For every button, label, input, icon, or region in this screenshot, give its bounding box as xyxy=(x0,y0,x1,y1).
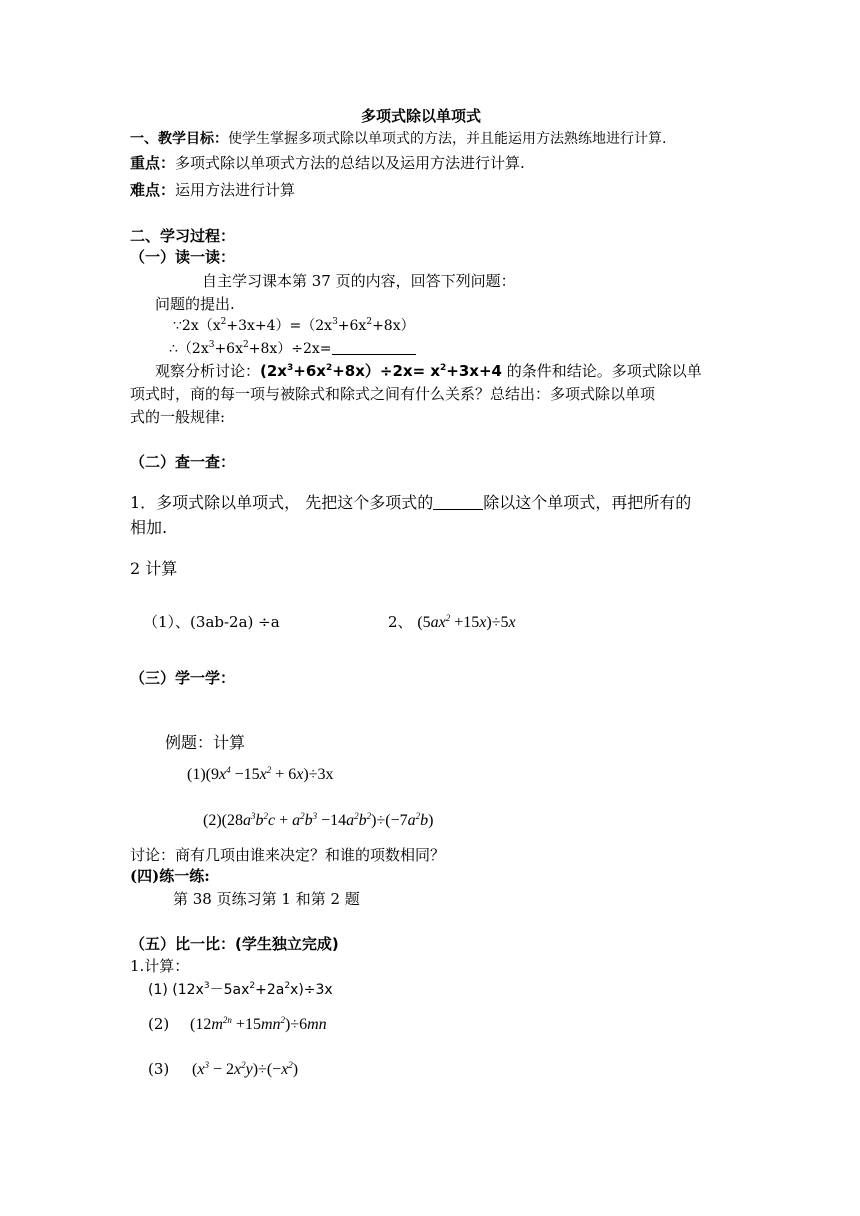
answer-blank[interactable] xyxy=(332,340,416,355)
discuss-part: +3x+4 xyxy=(446,362,502,380)
exercise-3-label: (3) xyxy=(148,1060,170,1078)
math-part: a xyxy=(292,812,301,829)
discuss-part: (2x xyxy=(260,362,287,380)
key-point-label: 重点： xyxy=(130,154,176,172)
math-part: b xyxy=(304,812,313,829)
exercise-3 xyxy=(148,1059,298,1080)
discussion-line-3: 式的一般规律: xyxy=(130,408,226,426)
exp: 3 xyxy=(250,811,256,821)
math-part: +2a xyxy=(255,982,285,998)
math-part: −14 xyxy=(317,812,347,829)
math-part: (5 xyxy=(417,614,431,631)
math-part: (1) (12x xyxy=(148,982,204,998)
eq1-part: ∵2x（x xyxy=(173,318,221,334)
process-heading: 二、学习过程： xyxy=(130,227,236,245)
math-part: a xyxy=(242,812,251,829)
math-part: + xyxy=(275,812,293,829)
math-part: )÷3x xyxy=(303,766,334,783)
discuss-part: +6x xyxy=(293,362,326,380)
question-1-end: 相加. xyxy=(130,518,168,537)
exp: 3 xyxy=(203,981,210,991)
question-1-part: 1．多项式除以单项式， 先把这个多项式的 xyxy=(130,493,434,512)
calc-item-1: （1）、(3ab-2a) ÷a xyxy=(143,613,280,631)
question-1-part: 除以这个单项式，再把所有的 xyxy=(483,493,692,512)
section-2-heading: （二）查一查： xyxy=(130,453,236,471)
question-1-blank[interactable] xyxy=(433,495,483,510)
calc-label: 1.计算： xyxy=(130,957,190,975)
math-part: −15 xyxy=(230,766,260,783)
math-part: (2)(28 xyxy=(203,812,243,829)
eq1-part: +8x） xyxy=(372,318,415,334)
calc-item-2-label: 2、 xyxy=(388,613,413,631)
exercise-2 xyxy=(148,1014,327,1035)
exp: 2 xyxy=(445,613,451,623)
section-5-heading: （五）比一比：(学生独立完成) xyxy=(130,935,339,953)
math-part: + 6 xyxy=(271,766,297,783)
exp: 3 xyxy=(204,1060,209,1070)
math-part: x xyxy=(296,766,304,783)
discussion-line-1 xyxy=(155,361,702,381)
math-part: − 2 xyxy=(208,1061,234,1078)
exp: 2 xyxy=(266,765,272,775)
exp: 3 xyxy=(312,811,318,821)
math-part: mn xyxy=(260,1016,281,1033)
math-part: (12 xyxy=(190,1016,212,1033)
math-part: c xyxy=(267,812,276,829)
math-part: x)÷3x xyxy=(290,982,333,998)
teaching-goal-label: 一、教学目标： xyxy=(130,131,228,147)
exp: 2 xyxy=(249,981,256,991)
section-3-heading: （三）学一学： xyxy=(130,669,236,687)
exp: 3 xyxy=(286,363,294,373)
eq2-part: ∴（2x xyxy=(169,341,209,357)
exp: 2 xyxy=(415,811,421,821)
example-label: 例题：计算 xyxy=(165,733,246,752)
section-1-instruction: 自主学习课本第 37 页的内容，回答下列问题： xyxy=(202,272,516,290)
math-part: y xyxy=(245,1061,253,1078)
calc-item-2 xyxy=(388,612,516,633)
exercise-2-expr xyxy=(190,1016,327,1033)
math-part: )÷(−7 xyxy=(371,812,408,829)
exp: 2 xyxy=(288,1060,293,1070)
exp: 2 xyxy=(440,363,447,373)
teaching-goal-text: 使学生掌握多项式除以单项式的方法，并且能运用方法熟练地进行计算. xyxy=(228,131,667,147)
math-part: m xyxy=(211,1016,223,1033)
discussion-question: 讨论：商有几项由谁来决定？和谁的项数相同？ xyxy=(130,846,446,864)
exp: 2 xyxy=(366,811,372,821)
math-part: x xyxy=(479,614,487,631)
exp: 2 xyxy=(366,317,373,327)
math-part: )÷5 xyxy=(486,614,509,631)
math-part: b xyxy=(255,812,264,829)
exercise-3-expr xyxy=(192,1061,298,1078)
exp: 2 xyxy=(300,811,305,821)
math-part: +15 xyxy=(231,1016,261,1033)
math-part: ) xyxy=(292,1061,299,1078)
eq1-part: +6x xyxy=(337,318,367,334)
exp: 2 xyxy=(263,811,268,821)
discuss-label: 观察分析讨论： xyxy=(155,362,261,380)
exp: 3 xyxy=(332,317,338,327)
exp: 2n xyxy=(222,1015,232,1025)
eq2-part: +8x）÷2x= xyxy=(248,341,332,357)
math-part: ) xyxy=(428,812,434,829)
equation-2 xyxy=(169,339,416,359)
math-part: x xyxy=(197,1061,205,1078)
math-part: )÷(− xyxy=(252,1061,282,1078)
math-part: ( xyxy=(192,1061,198,1078)
exp: 2 xyxy=(354,811,359,821)
exp: 2 xyxy=(280,1015,286,1025)
exp: 2 xyxy=(220,317,227,327)
example-1 xyxy=(187,765,333,785)
eq2-part: +6x xyxy=(214,341,243,357)
eq1-part: +3x+4）=（2x xyxy=(226,318,333,334)
math-part: b xyxy=(420,812,429,829)
key-point xyxy=(130,153,525,173)
calc-item-2-expr xyxy=(417,614,515,631)
section-4-text: 第 38 页练习第 1 和第 2 题 xyxy=(173,890,360,908)
difficulty xyxy=(130,180,295,200)
key-point-text: 多项式除以单项式方法的总结以及运用方法进行计算. xyxy=(175,154,525,172)
math-part: x xyxy=(508,614,516,631)
teaching-goal xyxy=(130,129,666,149)
section-4-heading: (四)练一练: xyxy=(130,867,210,885)
question-2: 2 计算 xyxy=(130,559,178,578)
math-part: －5ax xyxy=(209,982,250,998)
math-part: (1)(9 xyxy=(187,766,219,783)
math-part: a xyxy=(346,812,355,829)
exp: 2 xyxy=(243,340,249,350)
math-part: x xyxy=(259,766,267,783)
math-part: )÷6 xyxy=(285,1016,308,1033)
exp: 3 xyxy=(208,340,215,350)
discussion-line-2: 项式时，商的每一项与被除式和除式之间有什么关系？总结出：多项式除以单项 xyxy=(130,385,656,403)
math-part: +15 xyxy=(450,614,480,631)
difficulty-label: 难点： xyxy=(130,181,176,199)
math-part: a xyxy=(407,812,416,829)
exercise-2-label: (2) xyxy=(148,1015,170,1033)
exercise-1 xyxy=(148,980,333,1000)
math-part: x xyxy=(281,1061,289,1078)
math-part: x xyxy=(218,766,227,783)
math-part: mn xyxy=(307,1016,327,1033)
discuss-text: 的条件和结论。多项式除以单 xyxy=(501,362,702,380)
discuss-part: +8x）÷2x= x xyxy=(332,362,441,380)
equation-1 xyxy=(173,316,415,336)
problem-intro: 问题的提出. xyxy=(155,295,235,313)
math-part: b xyxy=(358,812,367,829)
exp: 4 xyxy=(226,765,231,775)
section-1-heading: （一）读一读： xyxy=(130,248,236,266)
question-1 xyxy=(130,493,691,513)
difficulty-text: 运用方法进行计算 xyxy=(175,181,296,199)
page-title: 多项式除以单项式 xyxy=(361,107,482,125)
exp: 2 xyxy=(241,1060,246,1070)
exp: 2 xyxy=(325,363,333,373)
exp: 2 xyxy=(284,981,291,991)
math-part: x xyxy=(234,1061,242,1078)
example-2 xyxy=(203,811,433,831)
math-part: ax xyxy=(430,614,446,631)
discuss-expression xyxy=(260,362,502,380)
